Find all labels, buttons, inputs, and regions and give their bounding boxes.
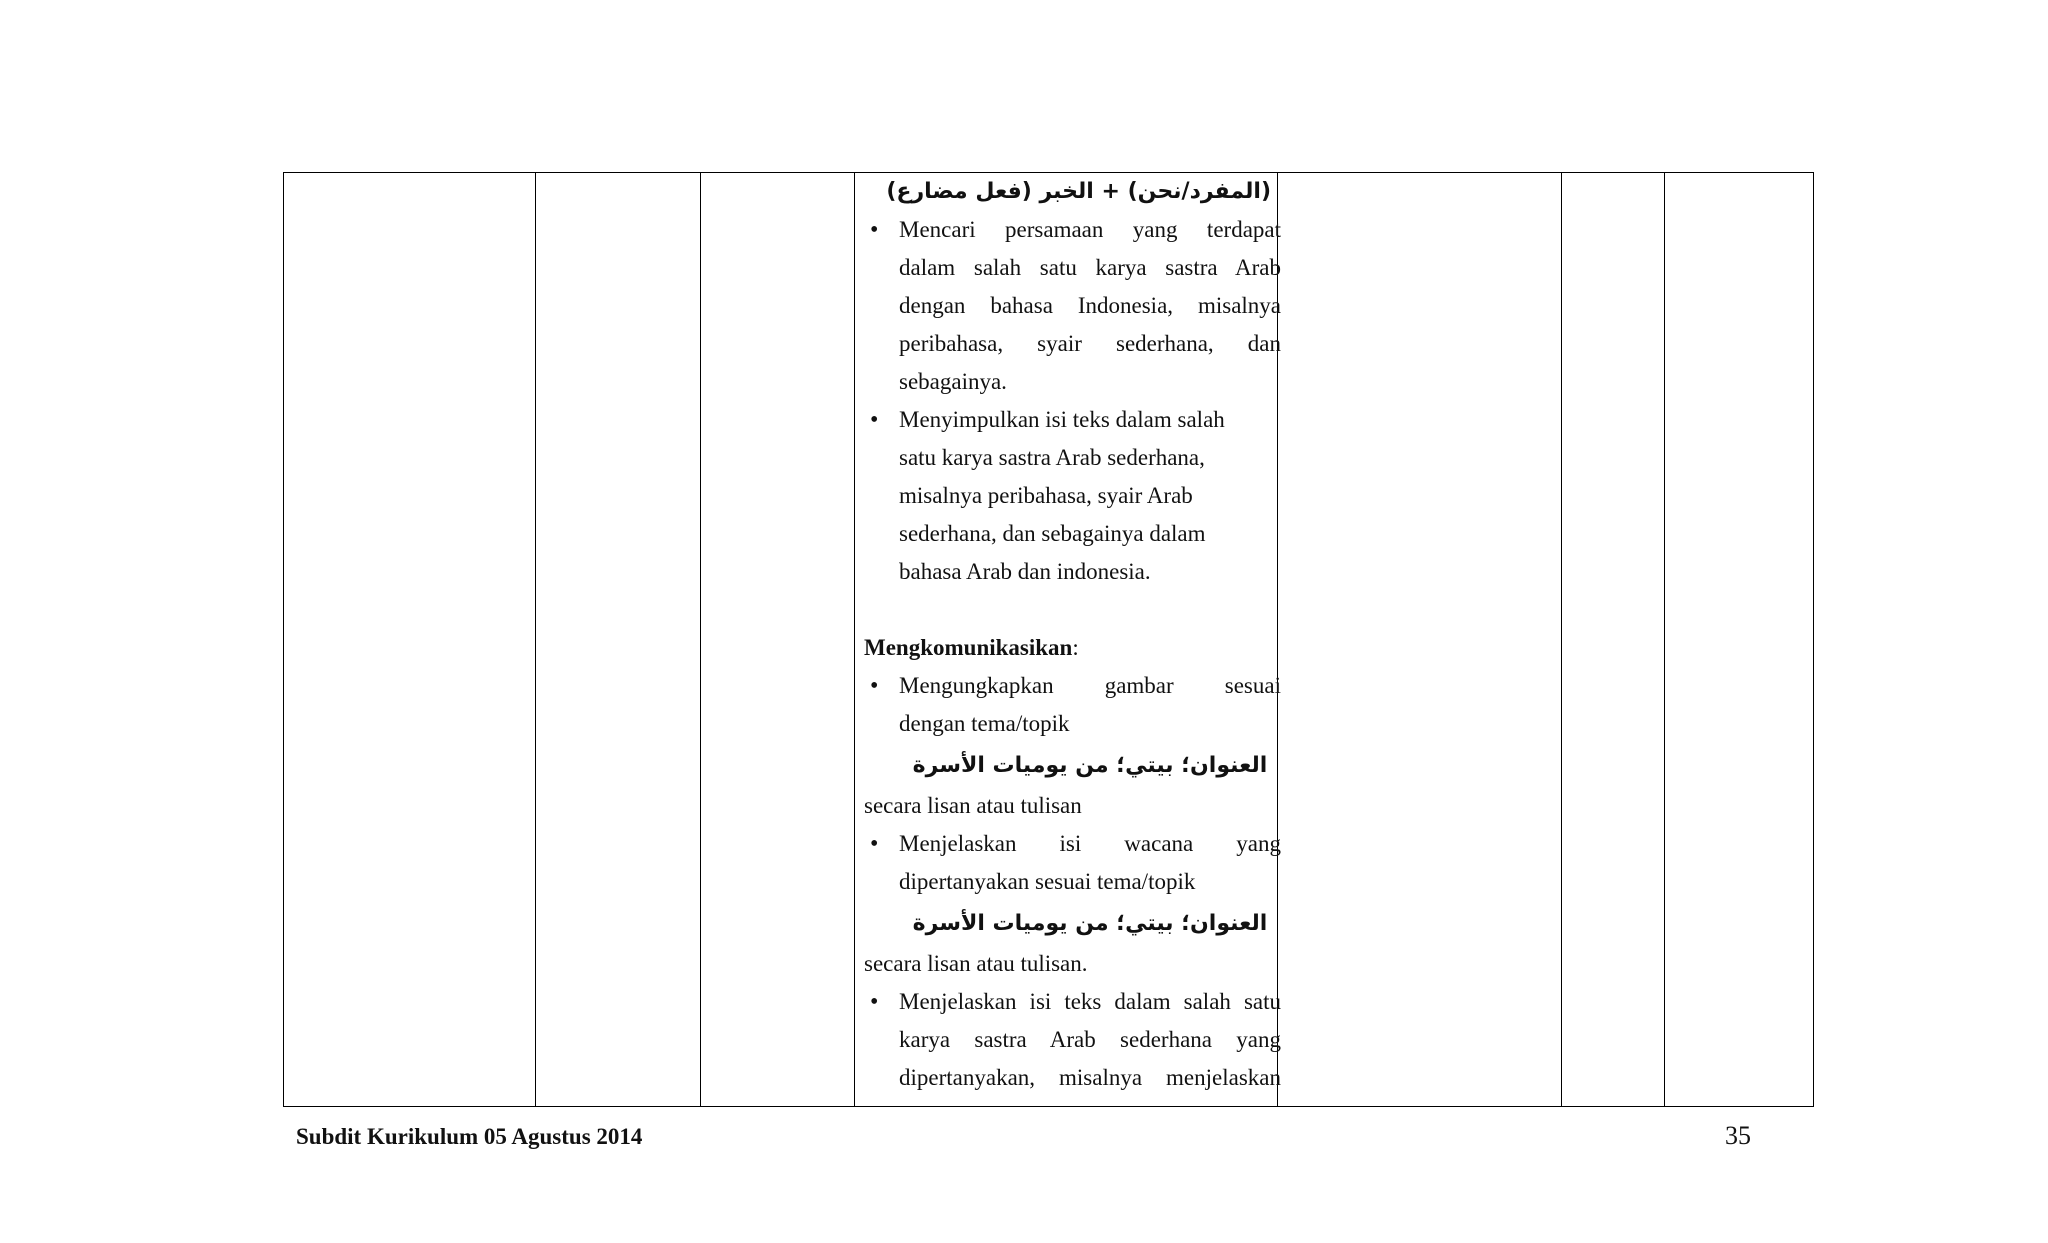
arabic-title-line: العنوان؛ بيتي؛ من يوميات الأسرة (912, 911, 1268, 936)
text-line: bahasa Arab dan indonesia. (899, 559, 1151, 584)
bullet-list (864, 667, 1281, 1097)
text-line: peribahasa, syair sederhana, dan (899, 331, 1281, 356)
text-line: dipertanyakan, misalnya menjelaskan (899, 1065, 1281, 1090)
column-divider (1664, 173, 1665, 1106)
text-line: satu karya sastra Arab sederhana, (899, 445, 1205, 470)
text-line: secara lisan atau tulisan (864, 793, 1082, 818)
bullet-list (864, 211, 1281, 591)
text-line: sebagainya. (899, 369, 1007, 394)
column-divider (700, 173, 701, 1106)
text-line: dipertanyakan sesuai tema/topik (899, 869, 1196, 894)
footer-text: Subdit Kurikulum 05 Agustus 2014 (296, 1124, 643, 1149)
bullet-icon: • (870, 831, 879, 857)
list-item (864, 401, 1281, 591)
arabic-title-line: العنوان؛ بيتي؛ من يوميات الأسرة (912, 753, 1268, 778)
list-item (864, 667, 1281, 825)
text-line: dengan bahasa Indonesia, misalnya (899, 293, 1281, 318)
bullet-icon: • (870, 673, 879, 699)
learning-activities-cell (864, 173, 1281, 1097)
text-line: misalnya peribahasa, syair Arab (899, 483, 1193, 508)
list-item (864, 983, 1281, 1097)
text-line: dalam salah satu karya sastra Arab (899, 255, 1281, 280)
text-line: Menyimpulkan isi teks dalam salah (899, 407, 1225, 432)
bullet-icon: • (870, 217, 879, 243)
syllabus-table (283, 172, 1814, 1107)
column-divider (535, 173, 536, 1106)
text-line: Mencari persamaan yang terdapat (899, 217, 1281, 242)
text-line: Menjelaskan isi teks dalam salah satu (899, 989, 1281, 1014)
list-item (864, 825, 1281, 983)
column-divider (1561, 173, 1562, 1106)
bullet-icon: • (870, 989, 879, 1015)
text-line: secara lisan atau tulisan. (864, 951, 1088, 976)
text-line: Menjelaskan isi wacana yang (899, 831, 1281, 856)
arabic-grammar-line: (المفرد/نحن) + الخبر (فعل مضارع) (886, 179, 1271, 204)
list-item (864, 211, 1281, 401)
page-number: 35 (1725, 1121, 1751, 1150)
text-line: karya sastra Arab sederhana yang (899, 1027, 1281, 1052)
section-heading: Mengkomunikasikan: (864, 635, 1079, 660)
text-line: Mengungkapkan gambar sesuai (899, 673, 1281, 698)
text-line: dengan tema/topik (899, 711, 1070, 736)
column-divider (854, 173, 855, 1106)
text-line: sederhana, dan sebagainya dalam (899, 521, 1206, 546)
bullet-icon: • (870, 407, 879, 433)
